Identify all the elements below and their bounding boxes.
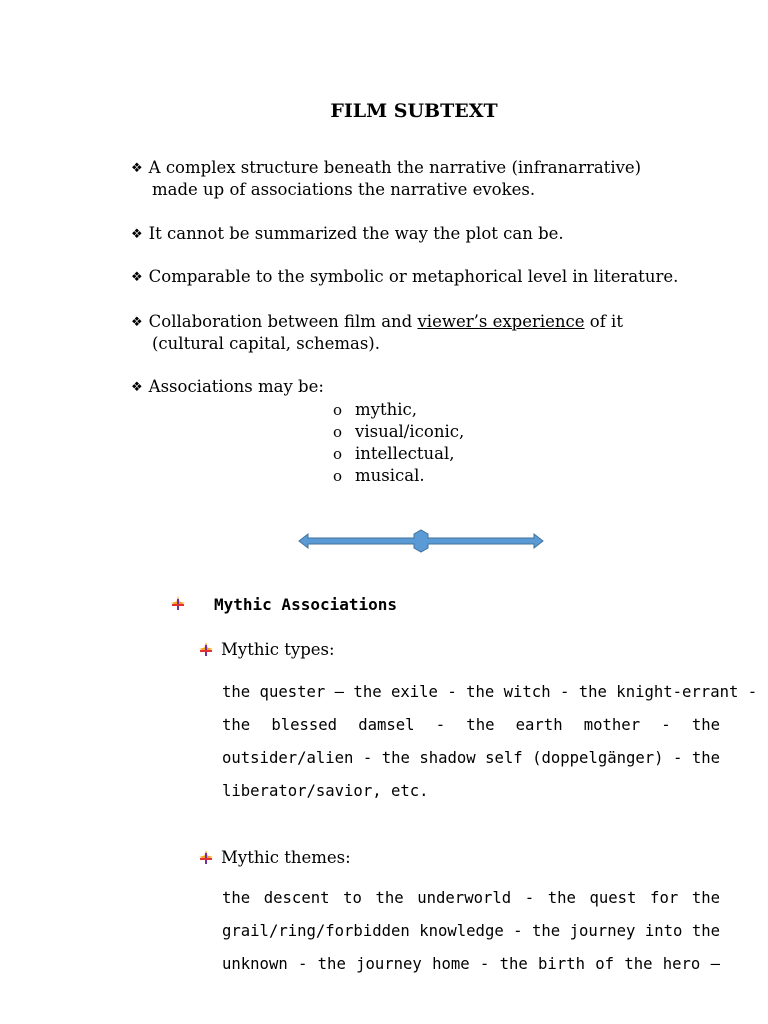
sub-list-text: mythic,: [355, 400, 417, 419]
diamond-bullet-icon: ❖: [131, 161, 143, 176]
page-title: FILM SUBTEXT: [330, 100, 498, 122]
diamond-bullet-icon: ❖: [131, 227, 143, 242]
four-point-star-icon: [171, 596, 185, 610]
bullet-text: Associations may be:: [148, 377, 324, 396]
bullet-continuation: (cultural capital, schemas).: [152, 334, 380, 353]
circle-bullet-icon: o: [333, 401, 343, 419]
sub-list-text: intellectual,: [355, 444, 455, 463]
bullet-text: It cannot be summarized the way the plot can be.: [148, 224, 564, 243]
sub-list-item: [333, 422, 464, 441]
sub-list-item: [333, 444, 454, 463]
subsection-heading: Mythic types:: [221, 640, 335, 659]
sub-list-item: [333, 400, 417, 419]
four-point-star-icon: [199, 850, 213, 864]
paragraph-line: unknown - the journey home - the birth of the hero –: [222, 955, 720, 973]
circle-bullet-icon: o: [333, 467, 343, 485]
paragraph-line: outsider/alien - the shadow self (doppelgänger) - the: [222, 749, 720, 767]
circle-bullet-icon: o: [333, 445, 343, 463]
diamond-bullet-icon: ❖: [131, 380, 143, 395]
bullet-text-start: Collaboration between film and: [148, 312, 418, 331]
circle-bullet-icon: o: [333, 423, 343, 441]
section-heading: Mythic Associations: [214, 595, 398, 614]
underlined-phrase: viewer’s experience: [417, 312, 585, 331]
double-arrow-shape: [299, 530, 543, 552]
sub-list-text: visual/iconic,: [355, 422, 465, 441]
mythic-themes-paragraph: [222, 882, 720, 981]
paragraph-line: the blessed damsel - the earth mother - the: [222, 716, 720, 734]
bullet-item: [131, 224, 564, 243]
double-arrow-divider: [296, 528, 546, 554]
paragraph-line: the quester – the exile - the witch - the knight-errant -: [222, 683, 758, 701]
bullet-text: Comparable to the symbolic or metaphorical level in literature.: [148, 267, 679, 286]
bullet-text-end: of it: [584, 312, 623, 331]
subsection-heading: Mythic themes:: [221, 848, 351, 867]
bullet-continuation: made up of associations the narrative evokes.: [152, 180, 536, 199]
sub-list-text: musical.: [355, 466, 425, 485]
paragraph-line: the descent to the underworld - the quest for the: [222, 889, 720, 907]
diamond-bullet-icon: ❖: [131, 270, 143, 285]
four-point-star-icon: [199, 642, 213, 656]
sub-list-item: [333, 466, 425, 485]
mythic-types-paragraph: [222, 676, 758, 808]
paragraph-line: liberator/savior, etc.: [222, 782, 429, 800]
bullet-item: [131, 312, 623, 331]
bullet-item: [131, 158, 641, 177]
bullet-item: [131, 267, 678, 286]
bullet-text: A complex structure beneath the narrative (infranarrative): [148, 158, 642, 177]
bullet-item: [131, 377, 324, 396]
diamond-bullet-icon: ❖: [131, 315, 143, 330]
paragraph-line: grail/ring/forbidden knowledge - the journey into the: [222, 922, 720, 940]
